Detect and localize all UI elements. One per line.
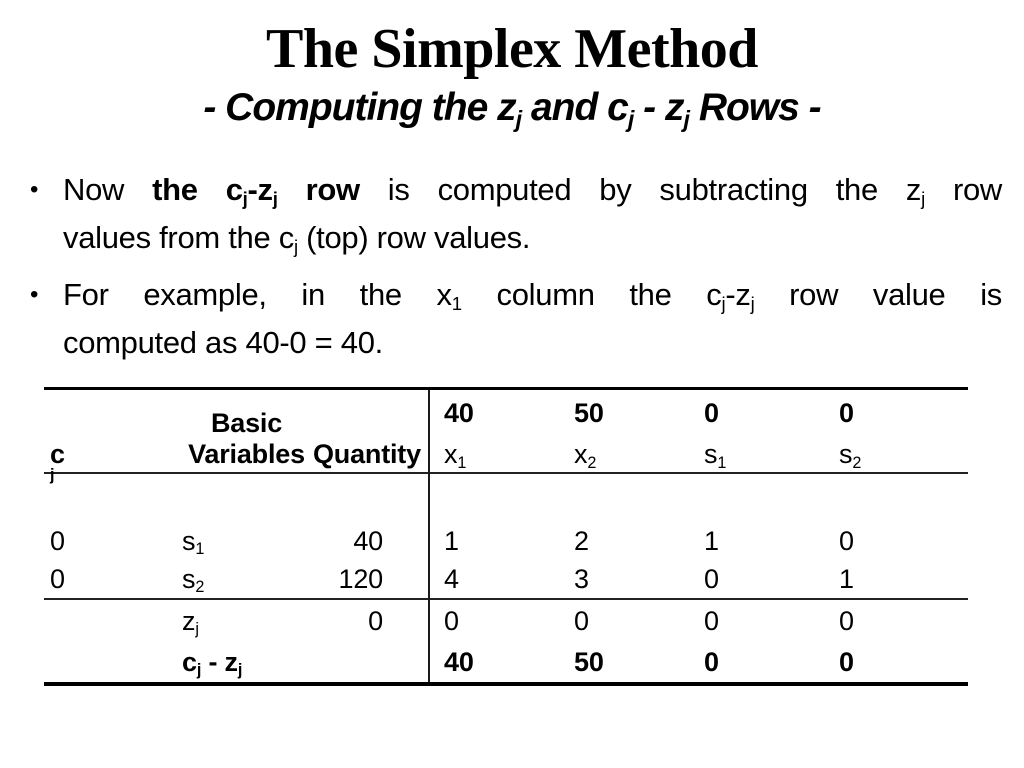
header-cj: c $_j$: [50, 439, 65, 484]
cell-value: 0: [839, 646, 854, 677]
cell-value: 0: [839, 525, 854, 556]
simplex-tableau: [44, 387, 968, 686]
bullet-line: For example, in the $x_1$ column the $c_j-z_j$ row value is: [63, 277, 1002, 315]
header-objective-coefficient: 40: [444, 398, 474, 428]
table-row: [44, 642, 968, 682]
cell-value: 3: [574, 563, 589, 594]
bullet-list: [30, 166, 1002, 376]
cell-value: 0: [839, 605, 854, 636]
header-variable-column: [823, 398, 968, 470]
bullet-text: [63, 271, 1002, 367]
cell-value: 4: [444, 563, 459, 594]
slide-subtitle: - Computing the $z_j$ and $c_j - z_j$ Rows -: [203, 86, 821, 132]
header-objective-coefficient: 50: [574, 398, 604, 428]
slide-title: The Simplex Method: [266, 18, 758, 80]
header-objective-coefficient: 0: [839, 398, 854, 428]
bullet-line: values from the $c_j$ (top) row values.: [63, 220, 531, 258]
table-row: [44, 560, 968, 598]
cell-basic-variable: $z_j$: [182, 605, 199, 639]
cell-cj: 0: [50, 563, 65, 594]
header-basic-variables: [180, 398, 313, 470]
table-spacer-row: [44, 474, 968, 522]
cell-quantity: 120: [338, 563, 383, 594]
header-basic-line: Variables: [188, 439, 305, 469]
header-objective-coefficient: 0: [704, 398, 719, 428]
cell-value: 0: [574, 605, 589, 636]
bullet-item: [30, 166, 1002, 262]
cell-value: 0: [444, 605, 459, 636]
header-variable-name: $s_2$: [839, 439, 862, 472]
header-basic-line: Basic: [210, 408, 283, 438]
header-variable-name: $s_1$: [704, 439, 727, 472]
cell-basic-variable: $c_j - z_j$: [182, 646, 243, 680]
cell-value: 50: [574, 646, 604, 677]
cell-value: 1: [444, 525, 459, 556]
header-quantity: Quantity: [313, 439, 421, 469]
cell-value: 40: [444, 646, 474, 677]
table-column-divider: [428, 390, 430, 682]
cell-value: 0: [704, 646, 719, 677]
cell-quantity: 0: [368, 605, 383, 636]
table-body: [44, 522, 968, 682]
table-header-row: [44, 390, 968, 484]
cell-basic-variable: $s_1$: [182, 525, 205, 559]
cell-value: 0: [704, 605, 719, 636]
bullet-icon: •: [30, 281, 39, 308]
header-variable-name: $x_1$: [444, 439, 467, 472]
cell-value: 1: [839, 563, 854, 594]
header-variable-column: [558, 398, 688, 470]
cell-cj: 0: [50, 525, 65, 556]
bullet-line: Now the $c_j-z_j$ row is computed by subtracting the $z_j$ row: [63, 172, 1003, 210]
table-row: [44, 598, 968, 642]
bullet-text: [63, 166, 1002, 262]
header-variable-column: [428, 398, 558, 470]
bullet-line: computed as 40-0 = 40.: [63, 325, 383, 360]
bullet-icon: •: [30, 176, 39, 203]
cell-value: 1: [704, 525, 719, 556]
bullet-item: [30, 271, 1002, 367]
table-row: [44, 522, 968, 560]
cell-quantity: 40: [353, 525, 383, 556]
cell-value: 2: [574, 525, 589, 556]
header-variable-name: $x_2$: [574, 439, 597, 472]
cell-value: 0: [704, 563, 719, 594]
header-variable-column: [688, 398, 823, 470]
cell-basic-variable: $s_2$: [182, 563, 205, 597]
